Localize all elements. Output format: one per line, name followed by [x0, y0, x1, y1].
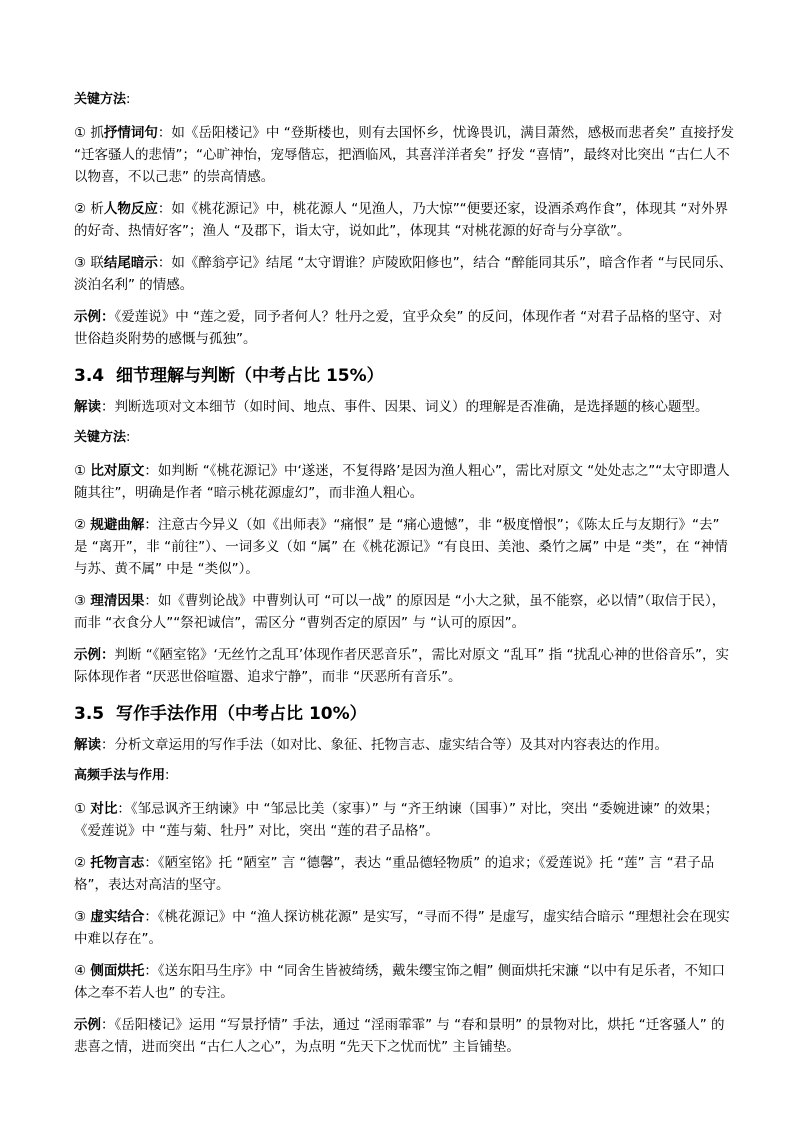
method-item: ② 托物言志：《陋室铭》托 “陋室” 言 “德馨”，表达 “重品德轻物质” 的追求；《爱莲说》托 “莲” 言 “君子品格”，表达对高洁的坚守。 — [74, 855, 715, 893]
method-item: ① 对比：《邹忌讽齐王纳谏》中 “邹忌比美（家事）” 与 “齐王纳谏（国事）” 对比，突出 “委婉进谏” 的效果；《爱莲说》中 “莲与菊、牡丹” 对比，突出 “莲的君子品格”。 — [74, 801, 719, 839]
method-item: ③ 虚实结合：《桃花源记》中 “渔人探访桃花源” 是实写，“寻而不得” 是虚写，虚实结合暗示 “理想社会在现实中难以存在”。 — [74, 909, 730, 947]
section-heading-3-5: 3.5 写作手法作用（中考占比 10%） — [74, 704, 367, 724]
method-item: ② 规避曲解：注意古今异义（如《出师表》“痛恨” 是 “痛心遗憾”，非 “极度憎恨”；《陈太丘与友期行》“去” 是 “离开”，非 “前往”）、一词多义（如 “属” 在《桃花源记》“有良田、美池、桑竹之属” 中是 “类”，在 “神情与苏、黄不属” 中是 “类似”）。 — [74, 517, 728, 577]
example-paragraph: 示例：《岳阳楼记》运用 “写景抒情” 手法，通过 “淫雨霏霏” 与 “春和景明” 的景物对比，烘托 “迁客骚人” 的悲喜之情，进而突出 “古仁人之心”，为点明 “先天下之忧而忧” 主旨铺垫。 — [74, 1017, 725, 1055]
method-item: ① 比对原文：如判断 “《桃花源记》中‘遂迷，不复得路’是因为渔人粗心”，需比对原文 “处处志之”“太守即遣人随其往”，明确是作者 “暗示桃花源虚幻”，而非渔人粗心。 — [74, 463, 730, 501]
section-intro: 解读：判断选项对文本细节（如时间、地点、事件、因果、词义）的理解是否准确，是选择题的核心题型。 — [74, 399, 709, 415]
method-item: ① 抓抒情词句：如《岳阳楼记》中 “登斯楼也，则有去国怀乡，忧谗畏讥，满目萧然，感极而悲者矣” 直接抒发 “迁客骚人的悲情”；“心旷神怡，宠辱偕忘，把酒临风，其喜洋洋者矣” 抒发 “喜情”，最终对比突出 “古仁人不以物喜，不以己悲” 的崇高情感。 — [74, 125, 734, 185]
key-methods-label: 关键方法: — [74, 92, 131, 107]
method-item: ② 析人物反应：如《桃花源记》中，桃花源人 “见渔人，乃大惊”“便要还家，设酒杀鸡作食”，体现其 “对外界的好奇、热情好客”；渔人 “及郡下，诣太守，说如此”，体现其 “对桃花源的好奇与分享欲”。 — [74, 201, 728, 239]
method-item: ③ 联结尾暗示：如《醉翁亭记》结尾 “太守谓谁？庐陵欧阳修也”，结合 “醉能同其乐”，暗含作者 “与民同乐、淡泊名利” 的情感。 — [74, 255, 733, 293]
document-page — [74, 90, 734, 1068]
method-item: ③ 理清因果：如《曹刿论战》中曹刿认可 “可以一战” 的原因是 “小大之狱，虽不能察，必以情”（取信于民），而非 “衣食分人”“祭祀诚信”，需区分 “曹刿否定的原因” 与 “认可的原因”。 — [74, 593, 726, 631]
section-heading-3-4: 3.4 细节理解与判断（中考占比 15%） — [74, 366, 384, 386]
example-paragraph: 示例：《爱莲说》中 “莲之爱，同予者何人？牡丹之爱，宜乎众矣” 的反问，体现作者 “对君子品格的坚守、对世俗趋炎附势的感慨与孤独”。 — [74, 309, 723, 347]
method-item: ④ 侧面烘托：《送东阳马生序》中 “同舍生皆被绮绣，戴朱缨宝饰之帽” 侧面烘托宋濂 “以中有足乐者，不知口体之奉不若人也” 的专注。 — [74, 963, 726, 1001]
key-methods-label: 关键方法: — [74, 430, 131, 445]
example-paragraph: 示例：判断 “《陋室铭》‘无丝竹之乱耳’体现作者厌恶音乐”，需比对原文 “乱耳” 指 “扰乱心神的世俗音乐”，实际体现作者 “厌恶世俗喧嚣、追求宁静”，而非 “厌恶所有音乐”。 — [74, 647, 729, 685]
frequent-methods-label: 高频手法与作用: — [74, 768, 170, 783]
section-intro: 解读：分析文章运用的写作手法（如对比、象征、托物言志、虚实结合等）及其对内容表达的作用。 — [74, 737, 668, 753]
